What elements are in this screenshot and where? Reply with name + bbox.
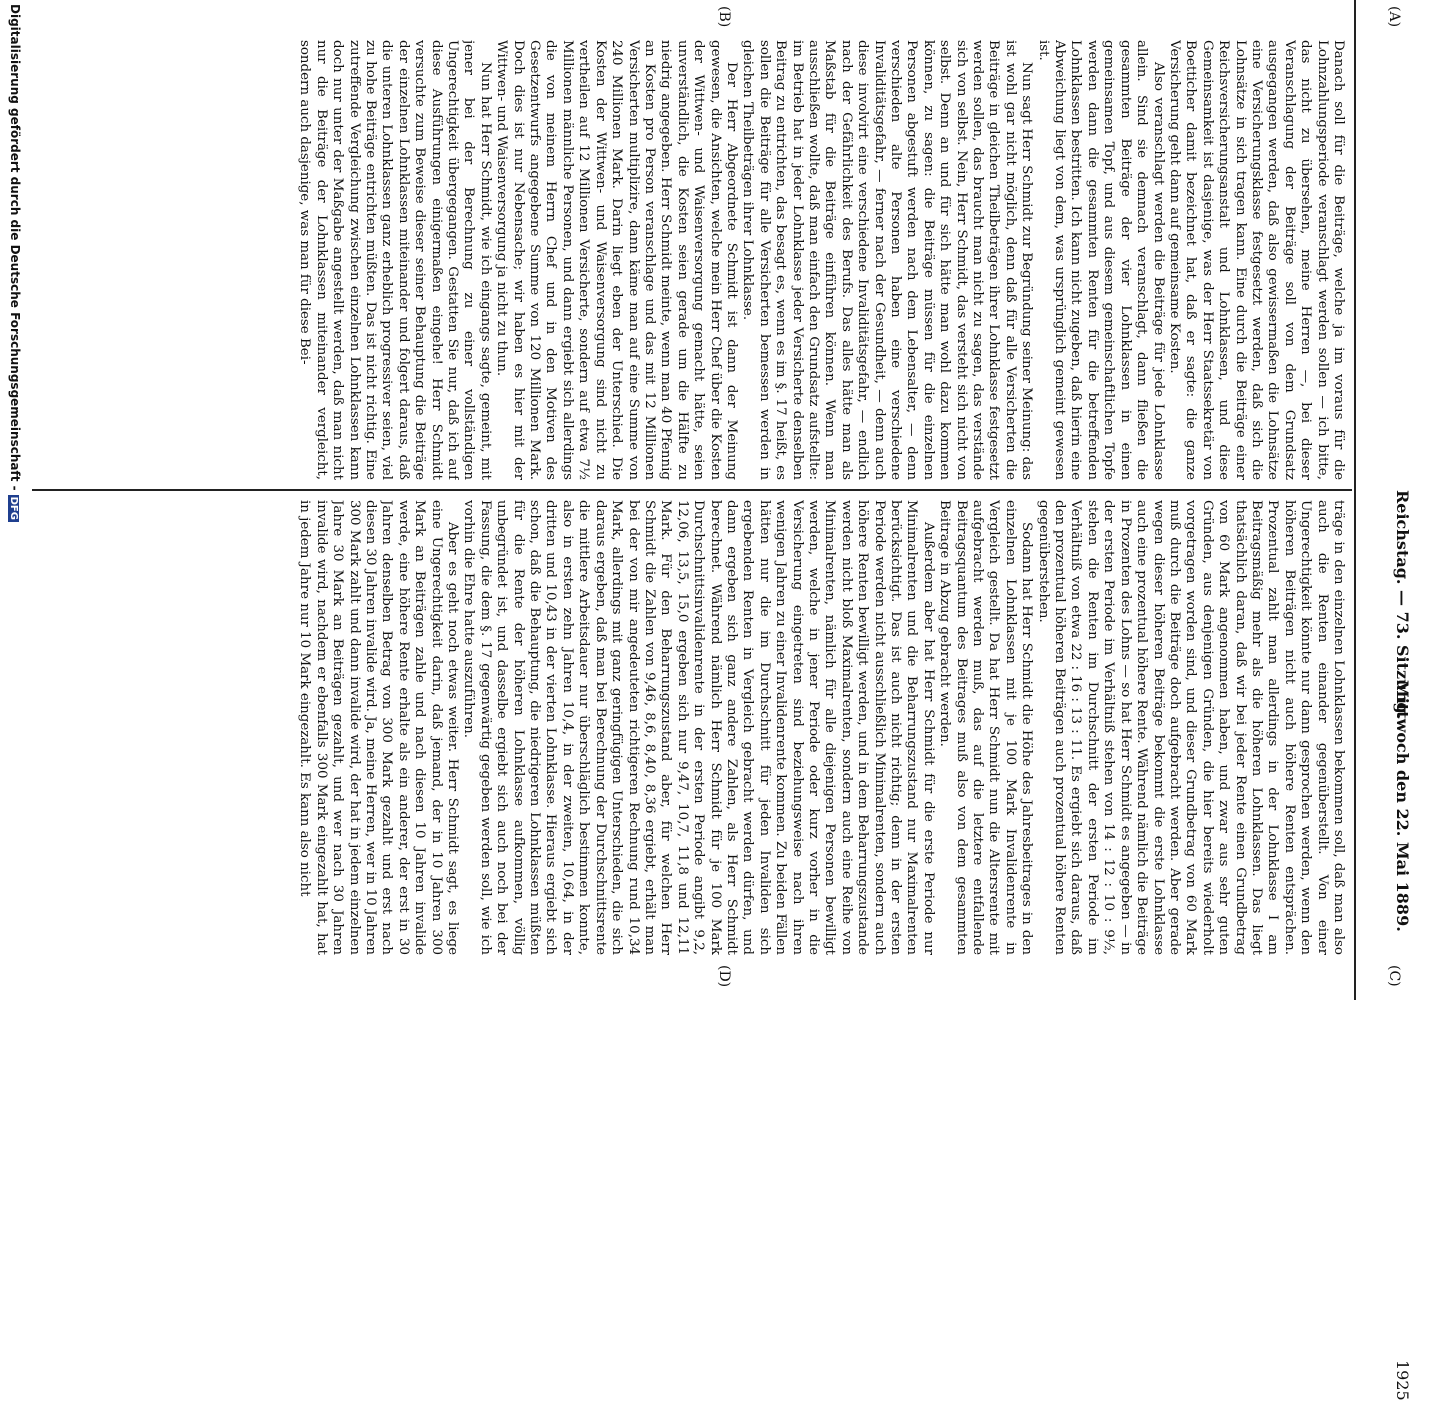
paragraph: träge in den einzelnen Lohnklassen bekommen soll, daß man also auch die Renten einander gegenüberstellt. Von einer Ungerechtigkeit könnte nur dann gesprochen werden, wenn den höheren Beiträgen nicht auch höhere Renten entsprächen. Prozentual zahlt man allerdings in der Lohnklasse I am Beitragsmäßig mehr als die höheren Lohnklassen. Das liegt thatsächlich daran, daß wir bei jeder Rente einen Grundbetrag von 60 Mark angenommen haben, und zwar aus sehr guten Gründen, aus denjenigen Gründen, die hier bereits wiederholt vorgetragen worden sind, und dieser Grundbetrag von 60 Mark muß durch die Beiträge doch aufgebracht werden. Aber gerade wegen dieser höheren Beiträge bekommt die erste Lohnklasse auch eine prozentual höhere Rente. Während nämlich die Beiträge in Prozenten des Lohns — so hat Herr Schmidt es angegeben — in der ersten Periode im Verhältniß stehen von 14 : 12 : 10 : 9½, stehen die Renten im Durchschnitt der ersten Periode im Verhältniß von etwa 22 : 16 : 13 : 11. Es ergiebt sich daraus, daß den prozentual höheren Beiträgen auch prozentual höhere Renten gegenüberstehen. bbox=[1035, 500, 1346, 955]
paragraph: Der Herr Abgeordnete Schmidt ist dann der Meinung gewesen, die Ansichten, welche mein Herr Chef über die Kosten der Wittwen- und Waisenversorgung gemacht hätte, seien unverständlich, die Kosten seien gerade um die Hälfte zu niedrig angegeben. Herr Schmidt meinte, wenn man 40 Pfennig an Kosten pro Person veranschlage und das mit 12 Millionen Versicherten multiplizire, dann käme man auf eine Summe von 240 Millionen Mark. Darin liegt eben der Unterschied. Die Kosten der Wittwen- und Waisenversorgung sind nicht zu vertheilen auf 12 Millionen Versicherte, sondern auf etwa 7½ Millionen männliche Personen, und dann ergiebt sich allerdings die von meinem Herrn Chef und in den Motiven des Gesetzentwurfs angegebene Summe von 120 Millionen Mark. Doch dies ist nur Nebensache; wir haben es hier mit der Wittwen- und Waisenversorgung ja nicht zu thun. bbox=[494, 40, 739, 480]
digitization-footer bbox=[8, 4, 22, 522]
dfg-logo: DFG bbox=[8, 496, 19, 520]
header-page-number: 1925 bbox=[1393, 1360, 1412, 1401]
paragraph: Danach soll für die Beiträge, welche ja im voraus für die Lohnzahlungsperiode veranschlagt werden sollen — ich bitte, das nicht zu übersehen, meine Herren —, bei dieser Veranschlagung der Beiträge soll von dem Grundsatz ausgegangen werden, daß also gewissermaßen die Lohnsätze eine Versicherungsklasse festgesetzt werden, daß sich die Lohnsätze in sich tragen kann. Eine durch die Beiträge einer Reichsversicherungsanstalt und Lohnklassen, und diese Gemeinsamkeit ist dasjenige, was der Herr Staatssekretär von Boetticher damit bezeichnet hat, daß er sagte: die ganze Versicherung geht dann auf gemeinsame Kosten. bbox=[1166, 40, 1346, 480]
page-header bbox=[1358, 0, 1432, 1401]
margin-mark-b: (B) bbox=[716, 6, 732, 28]
left-column bbox=[46, 40, 1346, 480]
margin-mark-d: (D) bbox=[716, 965, 732, 988]
paragraph: Sodann hat Herr Schmidt die Höhe des Jahresbeitrages in den einzelnen Lohnklassen mit je 100 Mark Invalidenrente in Vergleich gestellt. Da hat Herr Schmidt nun die Altersrente mit aufgebracht werden muß, das auf die letztere entfallende Beitragsquantum des Beitrages muß also von dem gesammten Beitrage in Abzug gebracht werden. bbox=[937, 500, 1035, 955]
column-divider bbox=[32, 489, 1352, 491]
paragraph: Aber es geht noch etwas weiter. Herr Schmidt sagt, es liege eine Ungerechtigkeit darin, daß jemand, der in 10 Jahren 300 Mark an Beiträgen zahle und nach diesen 10 Jahren invalide werde, eine höhere Rente erhalte als ein anderer, der erst in 30 Jahren denselben Betrag von 300 Mark gezahlt und erst nach diesen 30 Jahren invalide wird. Ja, meine Herren, wer in 10 Jahren 300 Mark zahlt und dann invalide wird, der hat in jedem einzelnen Jahre 30 Mark an Beiträgen gezahlt, und wer nach 30 Jahren invalide wird, nachdem er ebenfalls 300 Mark eingezahlt hat, hat in jedem Jahre nur 10 Mark eingezahlt. Es kann also nicht bbox=[297, 500, 461, 955]
header-date: Mittwoch den 22. Mai 1889. bbox=[1393, 680, 1412, 932]
margin-mark-a: (A) bbox=[1386, 6, 1402, 28]
paragraph: Außerdem aber hat Herr Schmidt für die erste Periode nur Minimalrenten und die Beharrungszustand nur Maximalrenten berücksichtigt. Das ist auch nicht richtig; denn in der ersten Periode werden nicht ausschließlich Minimalrenten, sondern auch höhere Renten bewilligt werden, und in dem Beharrungszustande werden nicht bloß Maximalrenten, sondern auch eine Reihe von Minimalrenten, nämlich für alle diejenigen Personen bewilligt werden, welche in jener Periode oder kurz vorher in die Versicherung eingetreten sind beziehungsweise nach ihren wenigen Jahren zu einer Invalidenrente kommen. Zu beiden Fällen hätten nur die im Durchschnitt für jeden Invaliden sich ergebenden Renten in Vergleich gebracht werden dürfen, und dann ergeben sich ganz andere Zahlen, als Herr Schmidt berechnet. Während nämlich Herr Schmidt für je 100 Mark Durchschnittsinvalidenrente in der ersten Periode angibt 9,2, 12,06, 13,5, 15,0 ergeben sich nur 9,47, 10,7, 11,8 und 12,11 Mark. Für den Beharrungszustand aber, für welchen Herr Schmidt die Zahlen von 9,46, 8,6, 8,40, 8,36 ergiebt, erhält man bei der von mir angedeuteten richtigeren Rechnung rund 10,34 Mark, allerdings mit ganz geringfügigen Unterschieden, die sich daraus ergeben, daß man bei Berechnung der Durchschnittsrente die mittlere Arbeitsdauer nur überschläglich bestimmen konnte, also in ersten zehn Jahren 10,4, in der zweiten, 10,64, in der dritten und 10,43 in der vierten Lohnklasse. Hieraus ergiebt sich schon, daß die Behauptung, die niedrigeren Lohnklassen müßten für die Rente der höheren Lohnklasse aufkommen, völlig unbegründet ist, und dasselbe ergiebt sich auch noch bei der Fassung, die dem §. 17 gegenwärtig gegeben werden soll, wie ich vorhin die Ehre hatte auszuführen. bbox=[461, 500, 936, 955]
header-section: Reichstag. — 73. Sitzung. bbox=[1393, 490, 1412, 720]
paragraph: Nun hat Herr Schmidt, wie ich eingangs sagte, gemeint, mit jener bei der Berechnung zu einer vollständigen Ungerechtigkeit übergegangen. Gestatten Sie nur, daß ich auf diese Ausführungen einigermaßen eingehe! Herr Schmidt versuchte zum Beweise dieser seiner Behauptung die Beiträge der einzelnen Lohnklassen miteinander und folgert daraus, daß die unteren Lohnklassen ganz erheblich progressiver seien, viel zu hohe Beiträge entrichten müßten. Das ist nicht richtig. Eine zutreffende Vergleichung zwischen einzelnen Lohnklassen kann doch nur unter der Maßgabe angestellt werden, daß man nicht nur die Beiträge der Lohnklassen miteinander vergleicht, sondern auch dasjenige, was man für diese Bei- bbox=[297, 40, 493, 480]
right-column bbox=[46, 500, 1346, 955]
paragraph: Nun sagt Herr Schmidt zur Begründung seiner Meinung: das ist wohl gar nicht möglich, denn daß für alle Versicherten die Beiträge in gleichen Theilbeträgen ihrer Lohnklasse festgesetzt werden sollen, das braucht man nicht zu sagen, das verstände sich von selbst. Nein, Herr Schmidt, das versteht sich nicht von selbst. Denn an und für sich hätte man wohl dazu kommen können, zu sagen: die Beiträge müssen für die einzelnen Personen abgestuft werden nach dem Lebensalter, — denn verschieden alte Personen haben eine verschiedene Invaliditätsgefahr, — ferner nach der Gesundheit, — denn auch diese involvirt eine verschiedene Invaliditätsgefahr, — endlich nach der Gefährlichkeit des Berufs. Das alles hätte man als Maßstab für die Beiträge einführen können. Wenn man ausschließen wollte, daß man einfach den Grundsatz aufstellte: im Betrieb hat in jeder Lohnklasse jeder Versicherte denselben Beitrag zu entrichten, das besagt es, wenn es im §. 17 heißt, es sollen die Beiträge für alle Versicherten bemessen werden in gleichen Theilbeträgen ihrer Lohnklasse. bbox=[740, 40, 1035, 480]
footer-text: Digitalisierung gefördert durch die Deutsche Forschungsgemeinschaft - bbox=[8, 4, 22, 491]
margin-mark-c: (C) bbox=[1386, 965, 1402, 987]
paragraph: Also veranschlagt werden die Beiträge für jede Lohnklasse allein. Sind sie demnach veranschlagt, dann fließen die gesammten Beiträge der vier Lohnklassen in einen gemeinsamen Topf, und aus diesem gemeinschaftlichen Topfe werden dann die gesammten Renten für die betreffenden Lohnklassen bestritten. Ich kann nicht zugeben, daß hierin eine Abweichung liegt von dem, was ursprünglich gemeint gewesen ist. bbox=[1035, 40, 1166, 480]
header-rule bbox=[1354, 0, 1356, 1000]
